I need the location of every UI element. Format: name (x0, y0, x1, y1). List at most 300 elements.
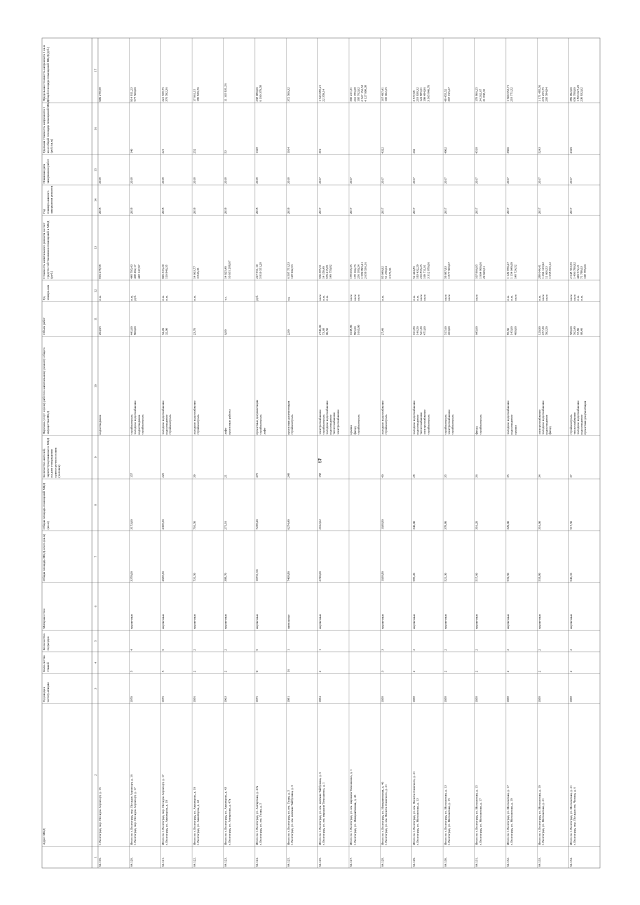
table-cell: 90,50 (325, 327, 330, 336)
table-frame (42, 38, 600, 868)
table-cell: кв.м (513, 294, 518, 301)
table-cell: 448 147,97 (136, 264, 141, 279)
table-cell: 236 180,24 (356, 264, 361, 279)
table-cell: 64.131. (474, 857, 479, 867)
table-cell: электроснабжение (335, 409, 340, 435)
table-cell: кв.м (474, 294, 479, 301)
table-cell: 2102,02 (317, 519, 322, 530)
table-cell: 51 266,04 (384, 266, 389, 279)
table-cell: 1958 (443, 696, 448, 703)
table-cell: 1958 (568, 696, 573, 703)
table-cell: 32,00 (164, 327, 169, 336)
table-cell: 85,60 (506, 327, 511, 336)
table-cell: 64.130. (443, 857, 448, 867)
table-cell: 645,00 (474, 326, 479, 336)
table-cell: водоотведение (98, 414, 103, 435)
column-header: Год (42, 209, 46, 214)
table-cell: 2 (443, 670, 448, 673)
table-cell: 3 577,98 (411, 90, 416, 102)
table-cell: 1 658 816,12 (548, 262, 553, 279)
table-cell: 6 190 379,58 (258, 84, 263, 102)
table-cell: г. Волгоград, ул. Авиаторов, д. 19 (164, 799, 169, 846)
table-cell: руб. (133, 294, 138, 301)
table-cell: 107 906,05 (474, 264, 479, 279)
table-cell: 448 795,43 (129, 264, 134, 279)
table-cell: г. Волгоград, пер. Посадок им. Чехова, д. 6 (572, 787, 577, 846)
table-cell: п.м. (321, 295, 326, 301)
table-cell: 1 (317, 649, 322, 651)
table-cell: холодное водоснабжение (506, 400, 511, 435)
table-cell: 1038,80 (349, 324, 354, 336)
table-cell: 1976 (160, 696, 165, 703)
table-cell: 1970 (129, 696, 134, 703)
table-cell: 2017 (506, 207, 511, 215)
table-cell: 68,40 (579, 327, 584, 336)
table-cell: 27,40 (380, 327, 385, 336)
table-cell: стройконтроль (129, 414, 134, 435)
column-header: этажей (45, 662, 50, 672)
table-cell: п.м. (576, 295, 581, 301)
table-cell: кирпичные (129, 613, 134, 630)
table-cell: 64.125. (286, 857, 291, 867)
table-cell: Итого по г. Волгоград, ул. Московская, д. 21 (568, 785, 573, 846)
table-cell: стройконтроль (140, 414, 145, 435)
table-cell: 9 (255, 670, 260, 673)
column-header: Перечень услуг и (или) работ по капитальному ремонту общего (42, 347, 46, 435)
table-cell: г. Волгоград, ул. Московская, д. 19 (509, 798, 514, 846)
table-cell: 6,00 (223, 329, 228, 336)
table-cell: 64.120. (129, 857, 134, 867)
table-cell: 2 058 536,16 (363, 262, 368, 279)
table-cell: г. Волгоград, ул. Московская, д. 21 (541, 798, 546, 846)
table-cell: 35 (506, 474, 511, 478)
column-header: Плановая дата (42, 163, 46, 184)
table-cell: г. Волгоград, ул. Московская, д. 17 (478, 798, 483, 846)
table-cell: 1958 (411, 696, 416, 703)
table-cell: 7238,40 (255, 519, 260, 530)
table-cell: 21 (223, 474, 228, 478)
table-cell: стройконтроль (290, 414, 295, 435)
table-cell: 5 (129, 670, 134, 673)
table-cell: фасад (548, 426, 553, 435)
table-cell: 5 819 551,28 (258, 262, 263, 279)
table-cell: лифт (223, 427, 228, 435)
table-cell: электроснабжение (317, 409, 322, 435)
table-cell: 4902 (443, 147, 448, 154)
table-cell: 202 (411, 148, 416, 154)
table-cell: 914 811,23 (129, 87, 134, 102)
table-cell: 288 044,41 (537, 264, 542, 279)
table-cell: 2017 (411, 177, 416, 184)
table-cell: 23,70 (192, 327, 197, 336)
table-cell: 5 (160, 670, 165, 673)
table-cell: 226 (160, 472, 165, 478)
table-cell: 2017 (349, 177, 354, 184)
table-cell: г. Волгоград, ул. Московская, д. 13 (415, 798, 420, 846)
table-cell: 3 (380, 649, 385, 651)
table-cell: 2017 (568, 177, 573, 184)
column-number: 5 (93, 640, 98, 642)
column-header: Общая площадь МКД, всего (кв.м) (42, 533, 46, 582)
table-cell: стройконтроль (478, 414, 483, 435)
table-cell: Итого по г. Волгоград, ул. Ангарская, д. 47а (255, 785, 260, 846)
table-cell: 2 (317, 670, 322, 673)
table-cell: 48 455,52 (443, 88, 448, 102)
table-cell: 2 (223, 670, 228, 673)
column-number: 4 (93, 661, 98, 664)
table-cell: кв.м (349, 294, 354, 301)
table-cell: г. Волгоград, ул. им. Гулая, д. 5 (258, 803, 263, 846)
table-cell: кв.м (422, 294, 427, 301)
table-cell: панельные (286, 614, 291, 630)
column-header: завершения работ (45, 159, 50, 184)
table-cell: 11 606,53 (544, 266, 549, 279)
table-cell: 2 (474, 670, 479, 673)
table-cell: 517,50 (568, 520, 573, 530)
table-cell: Итого по г. Волгоград, пер. Посадок Аэропорт, д. 16 (129, 774, 134, 846)
table-cell: 183 432,29 (415, 264, 420, 279)
table-cell: г. Волгоград, ул. Авиаторов, д. 43 (195, 799, 200, 846)
table-cell: 2 (537, 670, 542, 673)
table-cell: 475 (255, 472, 260, 478)
table-cell: г. Волгоград, ул. им. Пилота Олевского, д. 21 (384, 784, 389, 846)
table-cell: теплоснабжение (419, 412, 424, 435)
table-cell: 169 711,01 (422, 264, 427, 279)
table-cell: кв.м (352, 294, 357, 301)
table-cell: 3 (380, 670, 385, 673)
table-cell: лифт (262, 427, 267, 435)
table-cell: крыша (513, 425, 518, 435)
table-cell: п.м. (415, 295, 420, 301)
column-header: зарегистри-рованных в МКД (45, 438, 50, 478)
table-cell: холодное водоснабжение (380, 400, 385, 435)
table-cell: 2 (411, 649, 416, 651)
table-cell: 800,00 (133, 326, 138, 336)
column-header: эксплу-атацию (45, 682, 50, 703)
column-header: Коли-чество (42, 633, 46, 651)
table-cell: стройконтроль (168, 414, 173, 435)
table-cell: 34 262,67 (478, 88, 483, 102)
table-cell: 400,00 (513, 326, 518, 336)
table-cell: 1963 (223, 696, 228, 703)
table-cell: 6274,40 (286, 519, 291, 530)
table-cell: 148 724,52 (513, 264, 518, 279)
table-cell: 3 575,66 (387, 267, 392, 279)
table-cell: 2017 (474, 177, 479, 184)
table-cell: 895,60 (352, 326, 357, 336)
table-cell: электроснабжение (422, 409, 427, 435)
table-cell: 585,20 (411, 572, 416, 582)
column-number: 16 (93, 127, 98, 131)
table-cell: 1 877 606,07 (446, 262, 451, 279)
table-cell: 157 (129, 472, 134, 478)
table-cell: 218 771,52 (509, 87, 514, 102)
column-number: 9 (93, 456, 98, 459)
column-number: 17 (93, 68, 98, 73)
column-number: 11 (93, 317, 98, 321)
table-cell: 996 333,29 (160, 264, 165, 279)
table-cell: г. Волгоград, ул. Ангарская, д. 47а (227, 798, 232, 846)
table-cell: 2017 (317, 177, 322, 184)
table-cell: 2 (192, 670, 197, 673)
table-cell: 1 (286, 649, 291, 651)
table-cell: 40 (380, 474, 385, 478)
table-cell: 640,10 (568, 572, 573, 582)
table-cell: 248 (286, 472, 291, 478)
table-cell: 3 365 840,70 (426, 84, 431, 102)
table-cell: п.м. (506, 295, 511, 301)
table-cell: Итого по г. Волгоград, ул. Московская, д. 15 (474, 785, 479, 846)
table-cell: 2 (192, 649, 197, 651)
column-header: (человек) (57, 464, 62, 478)
column-header: Год ввода в (42, 686, 46, 703)
table-cell: п.м. (579, 295, 584, 301)
table-cell: п.м. (129, 295, 134, 301)
table-cell: 2740,00 (317, 324, 322, 336)
table-cell: 577 500,00 (133, 87, 138, 102)
table-cell: 222 658,75 (160, 87, 165, 102)
table-cell: 316,20 (474, 520, 479, 530)
table-cell: 2018 (129, 177, 134, 184)
table-cell: 3 312 870,06 (426, 262, 431, 279)
table-cell: 178 806,25 (474, 87, 479, 102)
column-header: Количество жителей, (42, 448, 46, 478)
column-number: 8 (93, 504, 98, 506)
table-cell: 64.121. (160, 857, 165, 867)
column-number: 2 (93, 774, 98, 776)
table-cell: кв.м (317, 294, 322, 301)
table-cell: Итого по г. Волгоград, ул. Московская, д. 17 (506, 785, 511, 846)
column-number: 10 (93, 384, 98, 388)
table-cell: кирпичные (411, 613, 416, 630)
table-cell: проектные работы (227, 409, 232, 435)
column-header: завершения ремонта (49, 185, 54, 214)
table-cell: стройконтроль (450, 414, 455, 435)
table-cell: фасад (474, 426, 479, 435)
column-header: кв.м общей площади помещений МКД (45, 100, 50, 154)
table-cell: 517,60 (443, 326, 448, 336)
table-cell: кирпичные (192, 613, 197, 630)
table-cell: 64.126. (317, 857, 322, 867)
table-cell: п.м. (380, 295, 385, 301)
table-cell: стройконтроль (568, 414, 573, 435)
table-cell: 1958 (474, 696, 479, 703)
table-cell: водоотведение (164, 414, 169, 435)
column-header: Материал стен (42, 608, 46, 629)
table-cell: 1 294 126,92 (541, 262, 546, 279)
column-number: 3 (93, 687, 98, 690)
table-cell: 1 154 049,69 (509, 262, 514, 279)
table-cell: теплоснабжение (572, 412, 577, 435)
table-cell: водоотведение (579, 414, 584, 435)
table-cell: 64.128. (380, 857, 385, 867)
table-cell: 1 600 653,71 (506, 84, 511, 102)
column-number: 6 (93, 605, 98, 608)
column-header: Стоимость капитального ремонта за счет (42, 222, 46, 279)
table-cell: 64.134. (568, 857, 573, 867)
table-cell: стройконтроль (321, 414, 326, 435)
column-header: планиро-ванного (45, 190, 50, 214)
table-cell: п.м. (98, 295, 103, 301)
table-cell: 2018 (129, 207, 134, 215)
table-cell: холодное водоснабжение (325, 400, 330, 435)
table-cell: фасад (352, 426, 357, 435)
table-cell: кирпичные (506, 613, 511, 630)
table-cell: 4518 (474, 147, 479, 154)
table-cell: 1 643 985,21 (317, 84, 322, 102)
table-cell: водоотведение (509, 414, 514, 435)
table-cell: 388,70 (223, 572, 228, 582)
table-cell: 2017 (443, 177, 448, 184)
table-cell: 408 492,17 (133, 264, 138, 279)
table-cell: 1038,80 (380, 519, 385, 530)
table-cell: 441,00 (129, 326, 134, 336)
table-cell: 6 (160, 649, 165, 651)
table-cell: водоотведение (415, 414, 420, 435)
table-cell: 731,50 (192, 572, 197, 582)
table-cell: 64.132. (506, 857, 511, 867)
table-cell: Итого по г. Волгоград, ул. Московская, д. 19 (537, 785, 542, 846)
table-cell: холодное водоснабжение (160, 400, 165, 435)
table-cell: 110 946,35 (164, 264, 169, 279)
table-cell: 3 846,35 (195, 267, 200, 279)
table-cell: 999 278,58 (98, 87, 103, 102)
table-cell: Итого по г. Волгоград, ул. им. мичман Тайбулина, д. 6 (317, 772, 322, 846)
table-cell: кирпичные (443, 613, 448, 630)
table-cell: 2018 (160, 207, 165, 215)
table-cell: крыша (349, 425, 354, 435)
table-cell: 178 104,76 (352, 264, 357, 279)
table-cell: стройконтроль (195, 414, 200, 435)
table-cell: 3173,00 (129, 519, 134, 530)
table-cell: кв.м (544, 294, 549, 301)
table-cell: 120,90 (537, 326, 542, 336)
table-cell: руб. (255, 294, 260, 301)
table-cell: 2018 (192, 177, 197, 184)
table-cell: 2,00 (286, 329, 291, 336)
table-cell: 397 195,27 (446, 87, 451, 102)
table-cell: 14 063,77 (192, 266, 197, 279)
table-cell: 1 496 790,92 (572, 262, 577, 279)
table-cell: 1958 (506, 696, 511, 703)
table-cell: 2 (506, 649, 511, 651)
table-cell: кирпичные (317, 613, 322, 630)
table-cell: теплоснабжение (332, 412, 337, 435)
table-cell: стройконтроль (384, 414, 389, 435)
table-cell: 64.123. (223, 857, 228, 867)
table-cell: 10 031 288,07 (227, 260, 232, 279)
table-cell: кирпичные (568, 613, 573, 630)
table-cell: холодное водоснабжение (576, 400, 581, 435)
table-cell: 521,30 (443, 572, 448, 582)
table-cell: Итого по г. Волгоград, ул. им. Гулая, д. 5 (286, 790, 291, 846)
column-number: 15 (93, 168, 98, 172)
table-cell: кирпичные (474, 613, 479, 630)
table-cell: п.м. (160, 295, 165, 301)
column-header: (руб.) (49, 270, 54, 279)
table-cell: 471,00 (422, 326, 427, 336)
table-cell: 2 (537, 649, 542, 651)
column-number: 12 (93, 289, 98, 293)
table-cell: Итого по г. Волгоград, ул. Инициативная, д. 46 (380, 781, 385, 846)
table-cell: 4329 (568, 147, 573, 154)
table-cell: 16 (286, 669, 291, 673)
table-cell: 2017 (443, 207, 448, 215)
table-cell: 128 942,63 (290, 264, 295, 279)
table-cell: 210 856,25 (419, 264, 424, 279)
table-cell: 2 (223, 649, 228, 651)
table-cell: стройконтроль (258, 414, 263, 435)
column-header: Адрес МКД (42, 828, 46, 845)
table-cell: 204,95 (98, 326, 103, 336)
table-cell: кирпичные (380, 613, 385, 630)
column-header: Объем работ (42, 317, 46, 335)
table-cell: 238 980,00 (255, 87, 260, 102)
table-cell: 2017 (349, 207, 354, 215)
table-cell: электроснабжение (446, 409, 451, 435)
table-cell: кв.м (568, 294, 573, 301)
table-cell: Итого по г. Волгоград, ул. Авиаторов, д. 43 (223, 786, 228, 846)
table-cell: 34 (537, 474, 542, 478)
table-cell: г. Волгоград, ул. им. мичман Тайбулина, д. 6 (290, 785, 295, 846)
page-number: 49 (316, 458, 321, 463)
table-cell: 158 (317, 472, 322, 478)
table-cell: 2 648 563,56 (568, 262, 573, 279)
table-cell: кв.м (356, 294, 361, 301)
column-header: подъездов (45, 636, 50, 651)
table-cell: г. Волгоград, пер. Посадок Аэропорт, д. 17 (133, 787, 138, 846)
table-cell: г. Волгоград, ул. им. маршала Тимошенко, д. 1 (321, 782, 326, 846)
table-cell: 660 385,51 (317, 264, 322, 279)
table-cell: Итого по г. Волгоград, ул. Авиаторов, д. 19 (192, 786, 197, 846)
table-cell: 521,30 (419, 326, 424, 336)
table-cell: 36 (474, 474, 479, 478)
table-cell: 140 (129, 148, 134, 154)
column-header: общей площади помещений МКД (руб.) (45, 46, 50, 102)
table-cell: проектная документация (286, 400, 291, 435)
table-cell: 167 497,41 (380, 87, 385, 102)
table-cell: 2018 (160, 177, 165, 184)
table-cell: 85 049,92 (380, 266, 385, 279)
column-header: (кв.м) (45, 521, 50, 530)
table-cell: 53 (223, 150, 228, 154)
table-cell: 2 (411, 670, 416, 673)
table-cell: 2018 (192, 207, 197, 215)
table-cell: 1 129 870,27 (506, 262, 511, 279)
table-cell: 329,00 (506, 520, 511, 530)
table-cell: кв.м (443, 294, 448, 301)
table-cell: 145,00 (509, 326, 514, 336)
table-cell: 4 (129, 649, 134, 651)
column-header: средств собственников помещений в МКД (45, 220, 50, 279)
table-cell: холодное водоснабжение (411, 400, 416, 435)
table-cell: 4938,30 (160, 571, 165, 582)
table-cell: Итого по г. Волгоград, ул. Московская, д. 13 (443, 785, 448, 846)
table-cell: 73,68 (321, 327, 326, 336)
table-cell: 195 762,02 (356, 87, 361, 102)
table-cell: 679 415,81 (325, 264, 330, 279)
table-cell: 2018 (223, 177, 228, 184)
table-cell: г. Волгоград, ул. Инициативная, д. 46 (352, 794, 357, 846)
table-cell: холодное водоснабжение (541, 400, 546, 435)
table-cell: 2017 (506, 177, 511, 184)
table-cell: кирпичные (160, 613, 165, 630)
table-cell: 29 929,61 (481, 266, 486, 279)
table-cell: 271,10 (223, 520, 228, 530)
table-cell: 2017 (537, 207, 542, 215)
table-cell: Итого по г. Волгоград, ул. им. маршала Тимошенко, д. 1 (349, 769, 354, 846)
column-header: имущества МКД (45, 411, 50, 435)
